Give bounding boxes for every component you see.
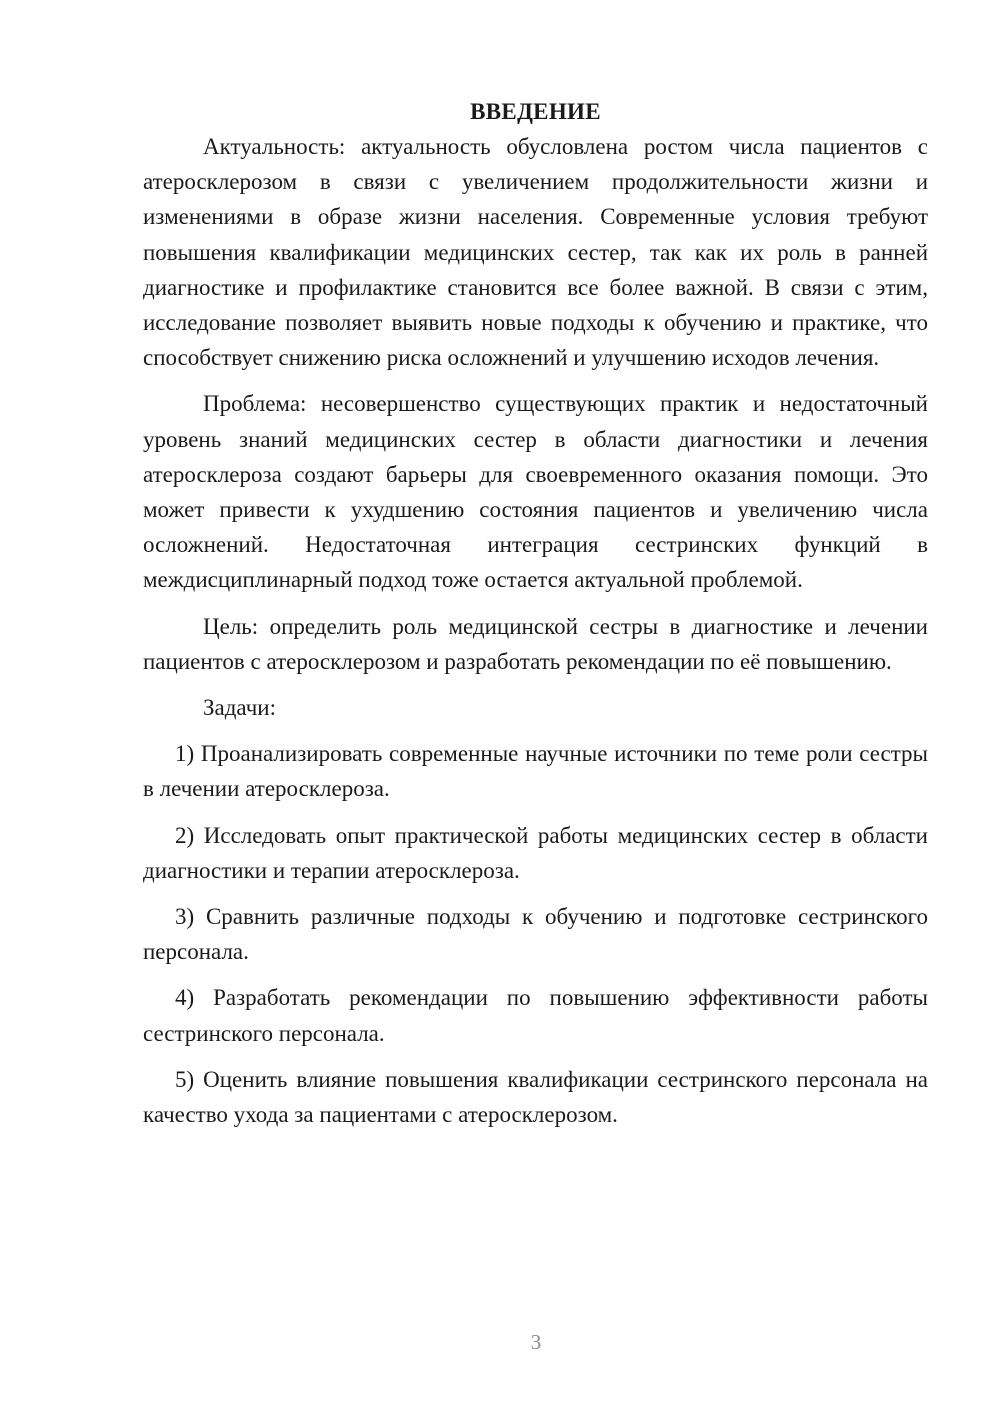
task-item: 1) Проанализировать современные научные источники по теме роли сестры в лечении атеросклероза.: [143, 741, 928, 802]
page-title: ВВЕДЕНИЕ: [470, 99, 601, 124]
task-item: 5) Оценить влияние повышения квалификации сестринского персонала на качество ухода за пациентами с атеросклерозом.: [143, 1066, 928, 1128]
tasks-heading: Задачи:: [203, 695, 276, 721]
page-content: [143, 94, 928, 1132]
relevance-paragraph: Актуальность: актуальность обусловлена ростом числа пациентов с атеросклерозом в связи с увеличением продолжительности жизни и изменениями в образе жизни населения. Современные условия требуют повышения квалификации медицинских сестер, так как их роль в ранней диагностике и профилактике становится все более важной. В связи с этим, исследование позволяет выявить новые подходы к обучению и практике, что способствует снижению риска осложнений и улучшению исходов лечения.: [143, 134, 928, 371]
task-item: 2) Исследовать опыт практической работы медицинских сестер в области диагностики и терапии атеросклероза.: [143, 822, 928, 883]
problem-paragraph: Проблема: несовершенство существующих практик и недостаточный уровень знаний медицинских сестер в области диагностики и лечения атеросклероза создают барьеры для своевременного оказания помощи. Это может привести к ухудшению состояния пациентов и увеличению числа осложнений. Недостаточная интеграция сестринских функций в междисциплинарный подход тоже остается актуальной проблемой.: [143, 391, 928, 593]
task-item: 4) Разработать рекомендации по повышению эффективности работы сестринского персонала.: [143, 985, 928, 1046]
task-item: 3) Сравнить различные подходы к обучению и подготовке сестринского персонала.: [143, 904, 928, 965]
page-number: 3: [530, 1330, 542, 1354]
goal-paragraph: Цель: определить роль медицинской сестры в диагностике и лечении пациентов с атеросклерозом и разработать рекомендации по её повышению.: [143, 613, 928, 674]
